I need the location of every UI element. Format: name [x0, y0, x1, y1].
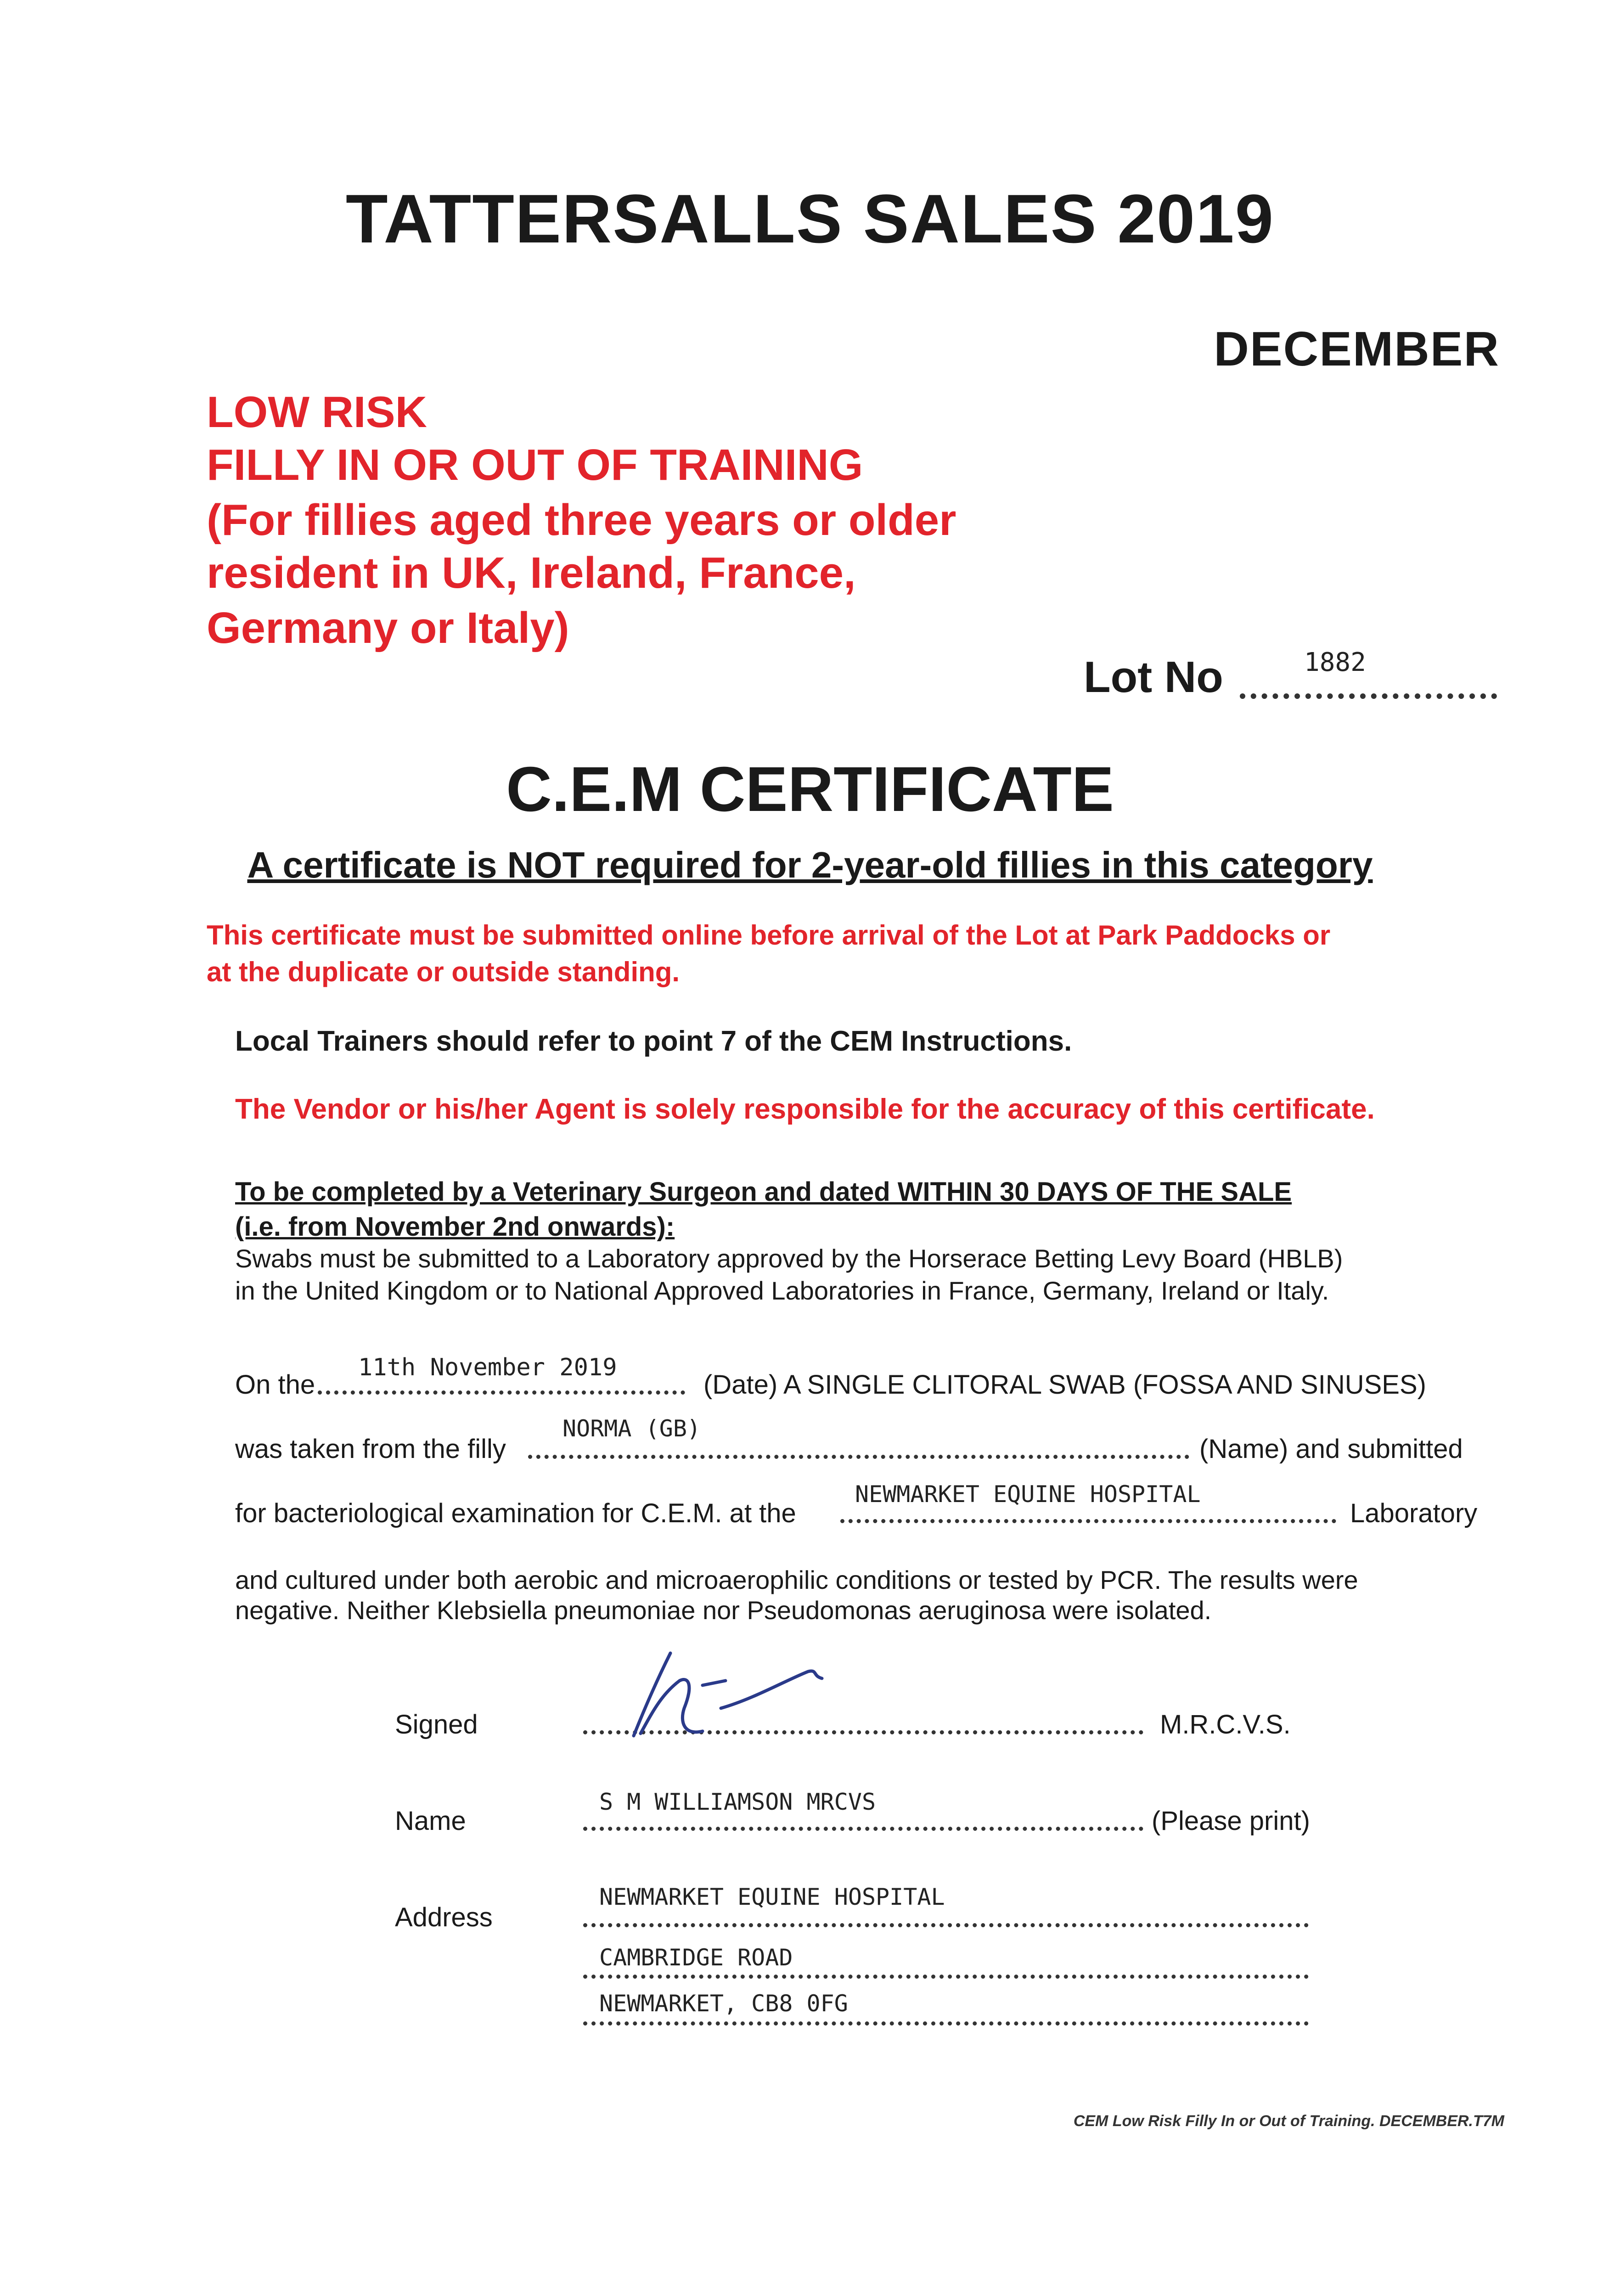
address-line: NEWMARKET, CB8 0FG	[599, 1990, 848, 2017]
submission-warning: at the duplicate or outside standing.	[207, 957, 680, 987]
date-prefix-label: On the	[235, 1370, 315, 1400]
filly-name-suffix: (Name) and submitted	[1199, 1434, 1463, 1464]
mrcvs-label: M.R.C.V.S.	[1160, 1710, 1291, 1739]
date-field[interactable]	[318, 1386, 685, 1395]
date-value: 11th November 2019	[358, 1354, 617, 1381]
handwritten-signature	[615, 1644, 827, 1745]
vet-name-field[interactable]	[583, 1822, 1143, 1831]
swab-instructions: in the United Kingdom or to National Approved Laboratories in France, Germany, Ireland or Italy.	[235, 1276, 1329, 1305]
laboratory-suffix: Laboratory	[1350, 1498, 1478, 1528]
category-line: LOW RISK	[207, 388, 427, 437]
laboratory-field[interactable]	[840, 1514, 1336, 1523]
filly-label: was taken from the filly	[235, 1434, 506, 1464]
lot-number-field[interactable]	[1240, 657, 1497, 699]
filly-name-value: NORMA (GB)	[562, 1415, 701, 1442]
form-reference-footer: CEM Low Risk Filly In or Out of Training. DECEMBER.T7M	[1073, 2112, 1504, 2130]
category-line: resident in UK, Ireland, France,	[207, 548, 856, 597]
category-line: FILLY IN OR OUT OF TRAINING	[207, 440, 863, 490]
culture-statement: negative. Neither Klebsiella pneumoniae nor Pseudomonas aeruginosa were isolated.	[235, 1596, 1212, 1625]
sale-month: DECEMBER	[1214, 322, 1500, 376]
please-print-label: (Please print)	[1152, 1806, 1310, 1836]
category-line: Germany or Italy)	[207, 603, 569, 653]
address-field[interactable]	[583, 1919, 1309, 1927]
address-line: NEWMARKET EQUINE HOSPITAL	[599, 1884, 945, 1910]
vet-instructions-heading: (i.e. from November 2nd onwards):	[235, 1212, 675, 1242]
address-line: CAMBRIDGE ROAD	[599, 1944, 793, 1971]
vet-instructions-heading: To be completed by a Veterinary Surgeon and dated WITHIN 30 DAYS OF THE SALE	[235, 1177, 1292, 1207]
certificate-exemption-note: A certificate is NOT required for 2-year-old fillies in this category	[247, 844, 1373, 885]
laboratory-label: for bacteriological examination for C.E.M. at the	[235, 1498, 796, 1528]
category-line: (For fillies aged three years or older	[207, 495, 956, 545]
local-trainers-note: Local Trainers should refer to point 7 of the CEM Instructions.	[235, 1025, 1072, 1057]
address-label: Address	[395, 1902, 493, 1932]
laboratory-value: NEWMARKET EQUINE HOSPITAL	[855, 1481, 1201, 1508]
signed-label: Signed	[395, 1710, 478, 1739]
filly-name-field[interactable]	[528, 1450, 1189, 1459]
address-field[interactable]	[583, 1970, 1309, 1979]
lot-number-value: 1882	[1304, 647, 1366, 677]
date-label: (Date) A SINGLE CLITORAL SWAB (FOSSA AND SINUSES)	[703, 1370, 1426, 1400]
swab-instructions: Swabs must be submitted to a Laboratory approved by the Horserace Betting Levy Board (HBLB)	[235, 1244, 1343, 1273]
vet-name-value: S M WILLIAMSON MRCVS	[599, 1789, 876, 1815]
document-title: TATTERSALLS SALES 2019	[345, 180, 1275, 257]
submission-warning: This certificate must be submitted online before arrival of the Lot at Park Paddocks or	[207, 920, 1331, 951]
culture-statement: and cultured under both aerobic and microaerophilic conditions or tested by PCR. The results were	[235, 1565, 1358, 1594]
vet-name-label: Name	[395, 1806, 466, 1836]
address-field[interactable]	[583, 2017, 1309, 2026]
certificate-title: C.E.M CERTIFICATE	[506, 754, 1114, 825]
lot-number-label: Lot No	[1084, 653, 1223, 702]
vendor-responsibility-note: The Vendor or his/her Agent is solely responsible for the accuracy of this certificate.	[235, 1093, 1375, 1125]
